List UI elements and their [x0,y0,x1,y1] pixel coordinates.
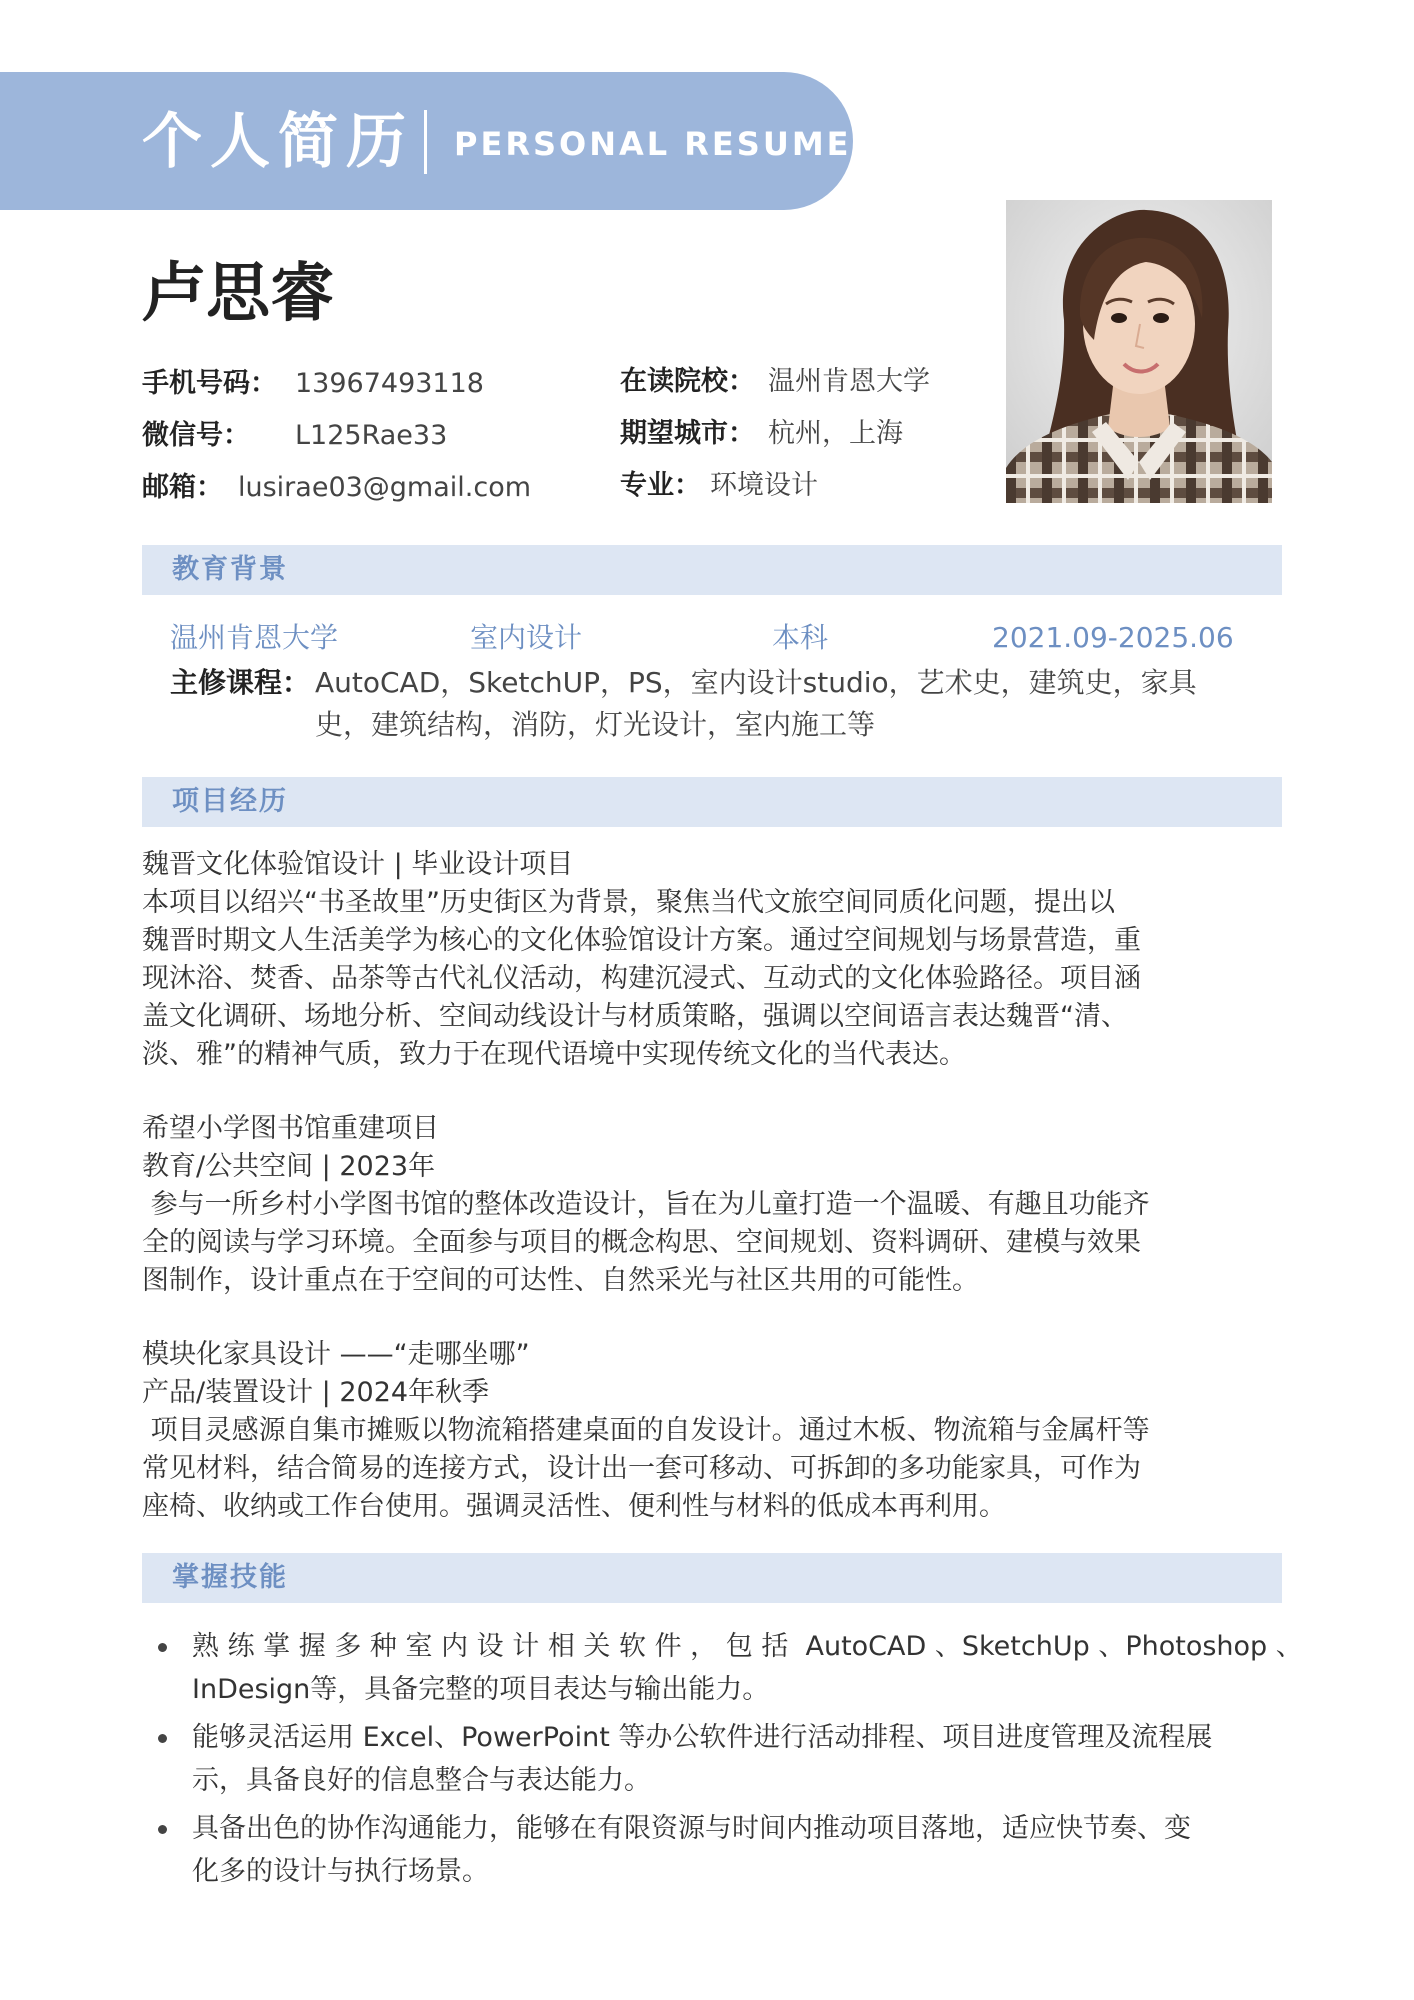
school-label: 在读院校： [620,366,755,397]
education-period: 2021.09-2025.06 [992,621,1234,654]
skill-3-line-2: 化多的设计与执行场景。 [192,1856,489,1887]
project-3-subheading: 产品/装置设计 | 2024年秋季 [142,1377,490,1408]
resume-title: 个人简历 [142,107,414,177]
phone-value: 13967493118 [295,368,484,399]
wechat-row [142,416,447,456]
project-1 [142,846,1252,1074]
skill-2-line-1: 能够灵活运用 Excel、PowerPoint 等办公软件进行活动排程、项目进度管理及流程展 [192,1722,1213,1753]
project-2-desc-line: 全的阅读与学习环境。全面参与项目的概念构思、空间规划、资料调研、建模与效果 [142,1227,1141,1258]
project-2-desc-line: 图制作，设计重点在于空间的可达性、自然采光与社区共用的可能性。 [142,1265,979,1296]
project-2 [142,1110,1252,1300]
city-value: 杭州，上海 [768,418,903,449]
wechat-value: L125Rae33 [295,420,448,451]
skills-list [142,1625,1303,1898]
section-title-education: 教育背景 [172,554,288,585]
candidate-name: 卢思睿 [142,257,334,331]
header-divider [424,110,427,174]
major-value: 环境设计 [710,470,818,501]
city-row [620,414,903,454]
project-2-heading: 希望小学图书馆重建项目 [142,1113,439,1144]
section-header-education [142,545,1282,595]
section-header-projects [142,777,1282,827]
skill-2-line-2: 示，具备良好的信息整合与表达能力。 [192,1765,651,1796]
project-3-heading: 模块化家具设计 ——“走哪坐哪” [142,1339,530,1370]
project-1-heading: 魏晋文化体验馆设计 | 毕业设计项目 [142,849,574,880]
courses-label: 主修课程： [170,666,311,699]
skill-3-line-1: 具备出色的协作沟通能力，能够在有限资源与时间内推动项目落地，适应快节奏、变 [192,1813,1191,1844]
portrait-illustration [1006,200,1272,503]
skill-item [142,1807,1282,1893]
skill-1-line-2: InDesign等，具备完整的项目表达与输出能力。 [192,1674,770,1705]
project-2-subheading: 教育/公共空间 | 2023年 [142,1151,436,1182]
skill-1-line-1: 熟 练 掌 握 多 种 室 内 设 计 相 关 软 件 ， 包 括 AutoCAD 、SketchUp 、Photoshop 、 [192,1631,1303,1662]
city-label: 期望城市： [620,418,755,449]
major-row [620,466,818,506]
project-1-desc-line: 盖文化调研、场地分析、空间动线设计与材质策略，强调以空间语言表达魏晋“清、 [142,1001,1128,1032]
courses-line-2: 史，建筑结构，消防，灯光设计，室内施工等 [315,708,876,741]
section-title-projects: 项目经历 [172,786,288,817]
project-3 [142,1336,1252,1526]
major-label: 专业： [620,470,701,501]
project-1-desc-line: 本项目以绍兴“书圣故里”历史街区为背景，聚焦当代文旅空间同质化问题，提出以 [142,887,1115,918]
wechat-label: 微信号： [142,420,250,451]
school-row [620,362,930,402]
project-2-desc-line: 参与一所乡村小学图书馆的整体改造设计，旨在为儿童打造一个温暖、有趣且功能齐 [142,1189,1150,1220]
portrait-photo [1006,200,1272,503]
project-1-desc-line: 现沐浴、焚香、品茶等古代礼仪活动，构建沉浸式、互动式的文化体验路径。项目涵 [142,963,1141,994]
phone-row [142,364,484,404]
project-3-desc-line: 常见材料，结合简易的连接方式，设计出一套可移动、可拆卸的多功能家具，可作为 [142,1453,1141,1484]
section-title-skills: 掌握技能 [172,1562,288,1593]
project-1-desc-line: 魏晋时期文人生活美学为核心的文化体验馆设计方案。通过空间规划与场景营造，重 [142,925,1141,956]
phone-label: 手机号码： [142,368,277,399]
project-1-desc-line: 淡、雅”的精神气质，致力于在现代语境中实现传统文化的当代表达。 [142,1039,966,1070]
courses-line-1: AutoCAD，SketchUP，PS，室内设计studio，艺术史，建筑史，家具 [315,666,1197,699]
education-degree: 本科 [772,621,829,654]
email-value: lusirae03@gmail.com [238,472,532,503]
section-header-skills [142,1553,1282,1603]
skill-item [142,1716,1282,1802]
project-3-desc-line: 座椅、收纳或工作台使用。强调灵活性、便利性与材料的低成本再利用。 [142,1491,1006,1522]
project-3-desc-line: 项目灵感源自集市摊贩以物流箱搭建桌面的自发设计。通过木板、物流箱与金属杆等 [142,1415,1150,1446]
education-school: 温州肯恩大学 [170,621,339,654]
courses-row [170,662,1197,704]
email-label: 邮箱： [142,472,223,503]
resume-subtitle: PERSONAL RESUME [454,125,852,163]
email-row [142,468,531,508]
skill-item [142,1625,1303,1711]
education-major: 室内设计 [470,621,583,654]
school-value: 温州肯恩大学 [768,366,930,397]
